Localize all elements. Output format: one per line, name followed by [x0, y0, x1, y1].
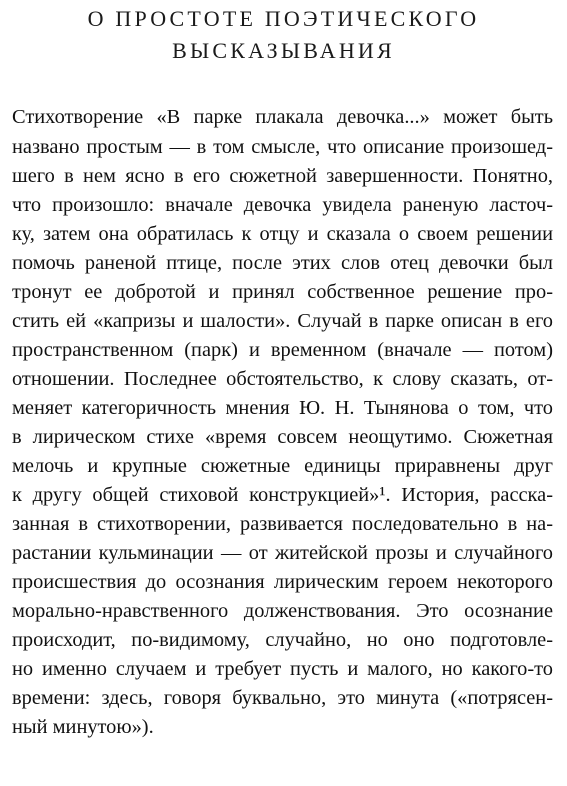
text-line: к другу общей стиховой конструкцией»¹. История, расска-: [12, 484, 553, 506]
text-line: но именно случаем и требует пусть и малого, но какого-то: [12, 658, 553, 680]
text-line: морально-нравственного долженствования. Это осознание: [12, 600, 553, 622]
text-line: ный минутою»).: [12, 716, 154, 738]
chapter-title-line-1: О ПРОСТОТЕ ПОЭТИЧЕСКОГО: [87, 6, 480, 31]
text-line: происходит, по-видимому, случайно, но оно подготовле-: [12, 629, 553, 651]
text-line: меняет категоричность мнения Ю. Н. Тынянова о том, что: [12, 397, 553, 419]
text-line: Стихотворение «В парке плакала девочка...» может быть: [12, 106, 553, 128]
text-line: мелочь и крупные сюжетные единицы приравнены друг: [12, 455, 553, 477]
text-line: стить ей «капризы и шалости». Случай в парке описан в его: [12, 310, 553, 332]
text-line: времени: здесь, говоря буквально, это минута («потрясен-: [12, 687, 553, 709]
text-line: что произошло: вначале девочка увидела раненую ласточ-: [12, 194, 553, 216]
text-line: в лирическом стихе «время совсем неощутимо. Сюжетная: [12, 426, 553, 448]
text-line: помочь раненой птице, после этих слов отец девочки был: [12, 252, 553, 274]
text-line: тронут ее добротой и принял собственное решение про-: [12, 281, 553, 303]
text-line: названо простым — в том смысле, что описание произошед-: [12, 136, 553, 158]
chapter-title-line-2: ВЫСКАЗЫВАНИЯ: [172, 38, 395, 63]
text-line: происшествия до осознания лирическим героем некоторого: [12, 571, 553, 593]
text-line: занная в стихотворении, развивается последовательно в на-: [12, 513, 553, 535]
text-line: пространственном (парк) и временном (вначале — потом): [12, 339, 553, 361]
text-line: шего в нем ясно в его сюжетной завершенности. Понятно,: [12, 165, 553, 187]
text-line: отношении. Последнее обстоятельство, к слову сказать, от-: [12, 368, 553, 390]
text-line: ку, затем она обратилась к отцу и сказала о своем решении: [12, 223, 553, 245]
text-line: растании кульминации — от житейской прозы и случайного: [12, 542, 553, 564]
